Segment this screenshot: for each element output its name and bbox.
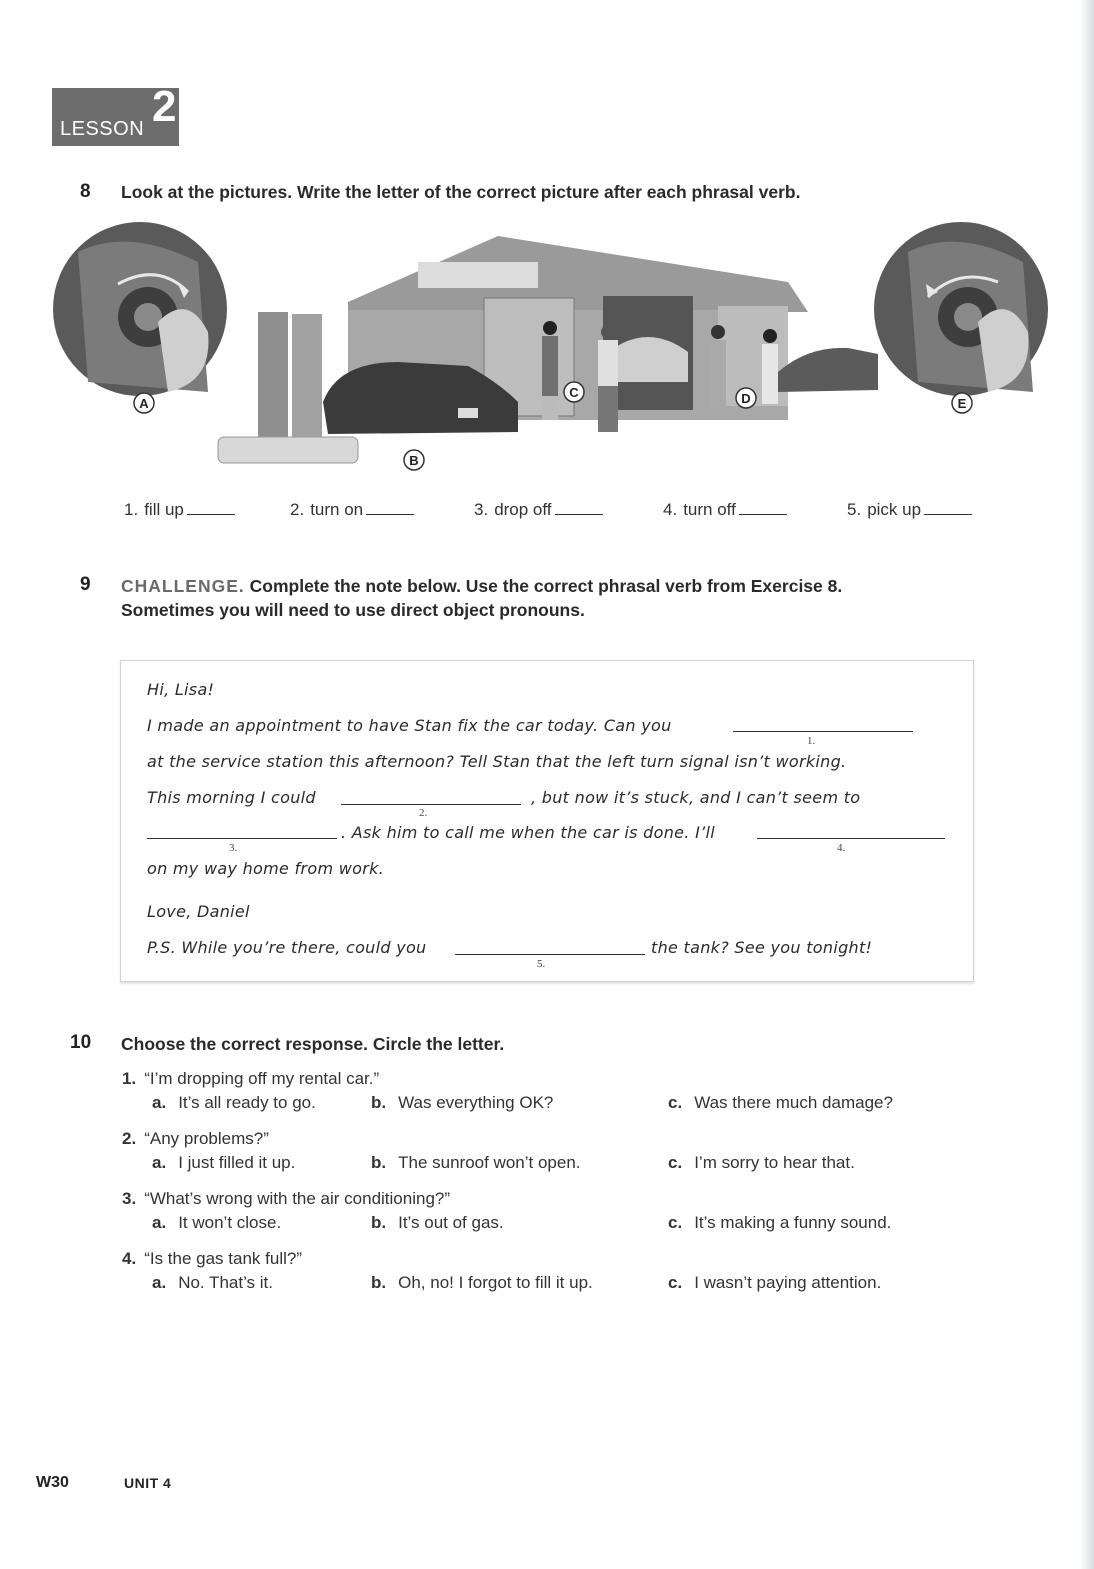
phrasal-verb-item xyxy=(663,500,787,520)
option-a[interactable] xyxy=(152,1213,281,1233)
picture-label-b-text: B xyxy=(409,453,419,468)
note-ps-b: the tank? See you tonight! xyxy=(651,938,873,957)
note-blank-1[interactable] xyxy=(733,731,913,732)
picture-label-e-text: E xyxy=(957,396,967,411)
phrasal-verb-item xyxy=(474,500,603,520)
item-number: 1. xyxy=(124,500,139,519)
ignition-key-turn-on-picture xyxy=(53,222,227,396)
handwritten-note xyxy=(120,660,974,982)
note-line-5: on my way home from work. xyxy=(147,859,385,878)
item-verb: fill up xyxy=(144,500,184,519)
answer-blank[interactable] xyxy=(924,500,972,515)
picture-label-c-text: C xyxy=(569,385,579,400)
note-blank-2[interactable] xyxy=(341,804,521,805)
note-line-4: . Ask him to call me when the car is done. I’ll xyxy=(341,823,715,842)
option-letter: a. xyxy=(152,1153,167,1172)
question-1 xyxy=(122,1069,379,1089)
phrasal-verb-item xyxy=(290,500,414,520)
option-letter: b. xyxy=(371,1273,387,1292)
option-b[interactable] xyxy=(371,1153,581,1173)
option-text: Oh, no! I forgot to fill it up. xyxy=(398,1273,593,1292)
picture-label-c xyxy=(564,382,584,402)
answer-blank[interactable] xyxy=(187,500,235,515)
option-letter: c. xyxy=(668,1213,683,1232)
item-verb: turn on xyxy=(310,500,364,519)
exercise-9-instruction-line-2: Sometimes you will need to use direct object pronouns. xyxy=(121,600,585,620)
lesson-tab xyxy=(52,82,179,146)
option-c[interactable] xyxy=(668,1153,855,1173)
option-letter: c. xyxy=(668,1153,683,1172)
exercise-9-instruction-line-1: Complete the note below. Use the correct phrasal verb from Exercise 8. xyxy=(249,576,843,596)
option-text: It’s all ready to go. xyxy=(178,1093,316,1112)
option-text: It’s making a funny sound. xyxy=(694,1213,892,1232)
answer-blank[interactable] xyxy=(555,500,603,515)
exercise-9-instruction xyxy=(121,574,842,622)
lesson-word: LESSON xyxy=(60,118,145,140)
item-number: 2. xyxy=(290,500,305,519)
option-text: The sunroof won’t open. xyxy=(398,1153,581,1172)
option-text: I just filled it up. xyxy=(178,1153,296,1172)
option-text: I wasn’t paying attention. xyxy=(694,1273,882,1292)
unit-label: UNIT 4 xyxy=(124,1475,172,1491)
option-b[interactable] xyxy=(371,1213,504,1233)
note-line-2: at the service station this afternoon? Tell Stan that the left turn signal isn’t working. xyxy=(147,752,847,771)
question-text: “What’s wrong with the air conditioning?” xyxy=(144,1189,451,1208)
question-2 xyxy=(122,1129,269,1149)
note-line-1: I made an appointment to have Stan fix the car today. Can you xyxy=(147,716,672,735)
option-text: Was everything OK? xyxy=(398,1093,554,1112)
phrasal-verb-item xyxy=(124,500,235,520)
picture-label-d xyxy=(736,388,756,408)
option-text: I’m sorry to hear that. xyxy=(694,1153,855,1172)
exercise-8-instruction: Look at the pictures. Write the letter of the correct picture after each phrasal verb. xyxy=(121,182,801,202)
note-closing: Love, Daniel xyxy=(147,902,250,921)
option-a[interactable] xyxy=(152,1153,295,1173)
option-letter: a. xyxy=(152,1273,167,1292)
option-letter: b. xyxy=(371,1093,387,1112)
answer-blank[interactable] xyxy=(739,500,787,515)
item-number: 3. xyxy=(474,500,489,519)
note-greeting: Hi, Lisa! xyxy=(147,680,215,699)
note-line-3a: This morning I could xyxy=(147,788,316,807)
page-number: W30 xyxy=(36,1474,69,1491)
note-blank-5-number: 5. xyxy=(537,958,546,970)
option-letter: c. xyxy=(668,1273,683,1292)
picture-label-a xyxy=(134,393,154,413)
challenge-label: CHALLENGE. xyxy=(121,576,245,596)
ignition-key-turn-off-picture xyxy=(874,222,1048,396)
option-c[interactable] xyxy=(668,1213,891,1233)
option-b[interactable] xyxy=(371,1273,593,1293)
note-blank-4[interactable] xyxy=(757,838,945,839)
exercise-10-instruction: Choose the correct response. Circle the letter. xyxy=(121,1034,505,1054)
item-verb: turn off xyxy=(683,500,736,519)
note-blank-1-number: 1. xyxy=(807,735,816,747)
question-text: “Any problems?” xyxy=(144,1129,269,1148)
note-blank-2-number: 2. xyxy=(419,807,428,819)
phrasal-verb-item xyxy=(847,500,972,520)
note-blank-4-number: 4. xyxy=(837,842,846,854)
option-a[interactable] xyxy=(152,1093,316,1113)
option-letter: b. xyxy=(371,1153,387,1172)
exercise-10-number: 10 xyxy=(70,1032,92,1053)
exercise-9-number: 9 xyxy=(80,574,91,595)
option-c[interactable] xyxy=(668,1093,893,1113)
picture-label-b xyxy=(404,450,424,470)
picture-label-a-text: A xyxy=(139,396,149,411)
note-ps-a: P.S. While you’re there, could you xyxy=(147,938,427,957)
item-number: 5. xyxy=(847,500,862,519)
item-verb: drop off xyxy=(494,500,552,519)
option-a[interactable] xyxy=(152,1273,273,1293)
question-4 xyxy=(122,1249,302,1269)
question-number: 1. xyxy=(122,1069,137,1088)
service-station-illustration xyxy=(48,222,1058,480)
option-letter: b. xyxy=(371,1213,387,1232)
option-b[interactable] xyxy=(371,1093,553,1113)
question-text: “I’m dropping off my rental car.” xyxy=(144,1069,380,1088)
answer-blank[interactable] xyxy=(366,500,414,515)
item-number: 4. xyxy=(663,500,678,519)
picture-label-e xyxy=(952,393,972,413)
question-text: “Is the gas tank full?” xyxy=(144,1249,302,1268)
option-letter: a. xyxy=(152,1093,167,1112)
option-c[interactable] xyxy=(668,1273,881,1293)
question-3 xyxy=(122,1189,450,1209)
question-number: 2. xyxy=(122,1129,137,1148)
lesson-number: 2 xyxy=(152,82,177,131)
option-letter: c. xyxy=(668,1093,683,1112)
question-number: 3. xyxy=(122,1189,137,1208)
option-letter: a. xyxy=(152,1213,167,1232)
note-line-3b: , but now it’s stuck, and I can’t seem to xyxy=(531,788,861,807)
picture-label-d-text: D xyxy=(741,391,751,406)
option-text: Was there much damage? xyxy=(694,1093,893,1112)
note-blank-3-number: 3. xyxy=(229,842,238,854)
option-text: It’s out of gas. xyxy=(398,1213,504,1232)
note-blank-5[interactable] xyxy=(455,954,645,955)
exercise-8-number: 8 xyxy=(80,181,91,202)
option-text: No. That’s it. xyxy=(178,1273,273,1292)
note-blank-3[interactable] xyxy=(147,838,337,839)
page-edge-shadow xyxy=(1080,0,1094,1569)
item-verb: pick up xyxy=(867,500,922,519)
option-text: It won’t close. xyxy=(178,1213,282,1232)
question-number: 4. xyxy=(122,1249,137,1268)
